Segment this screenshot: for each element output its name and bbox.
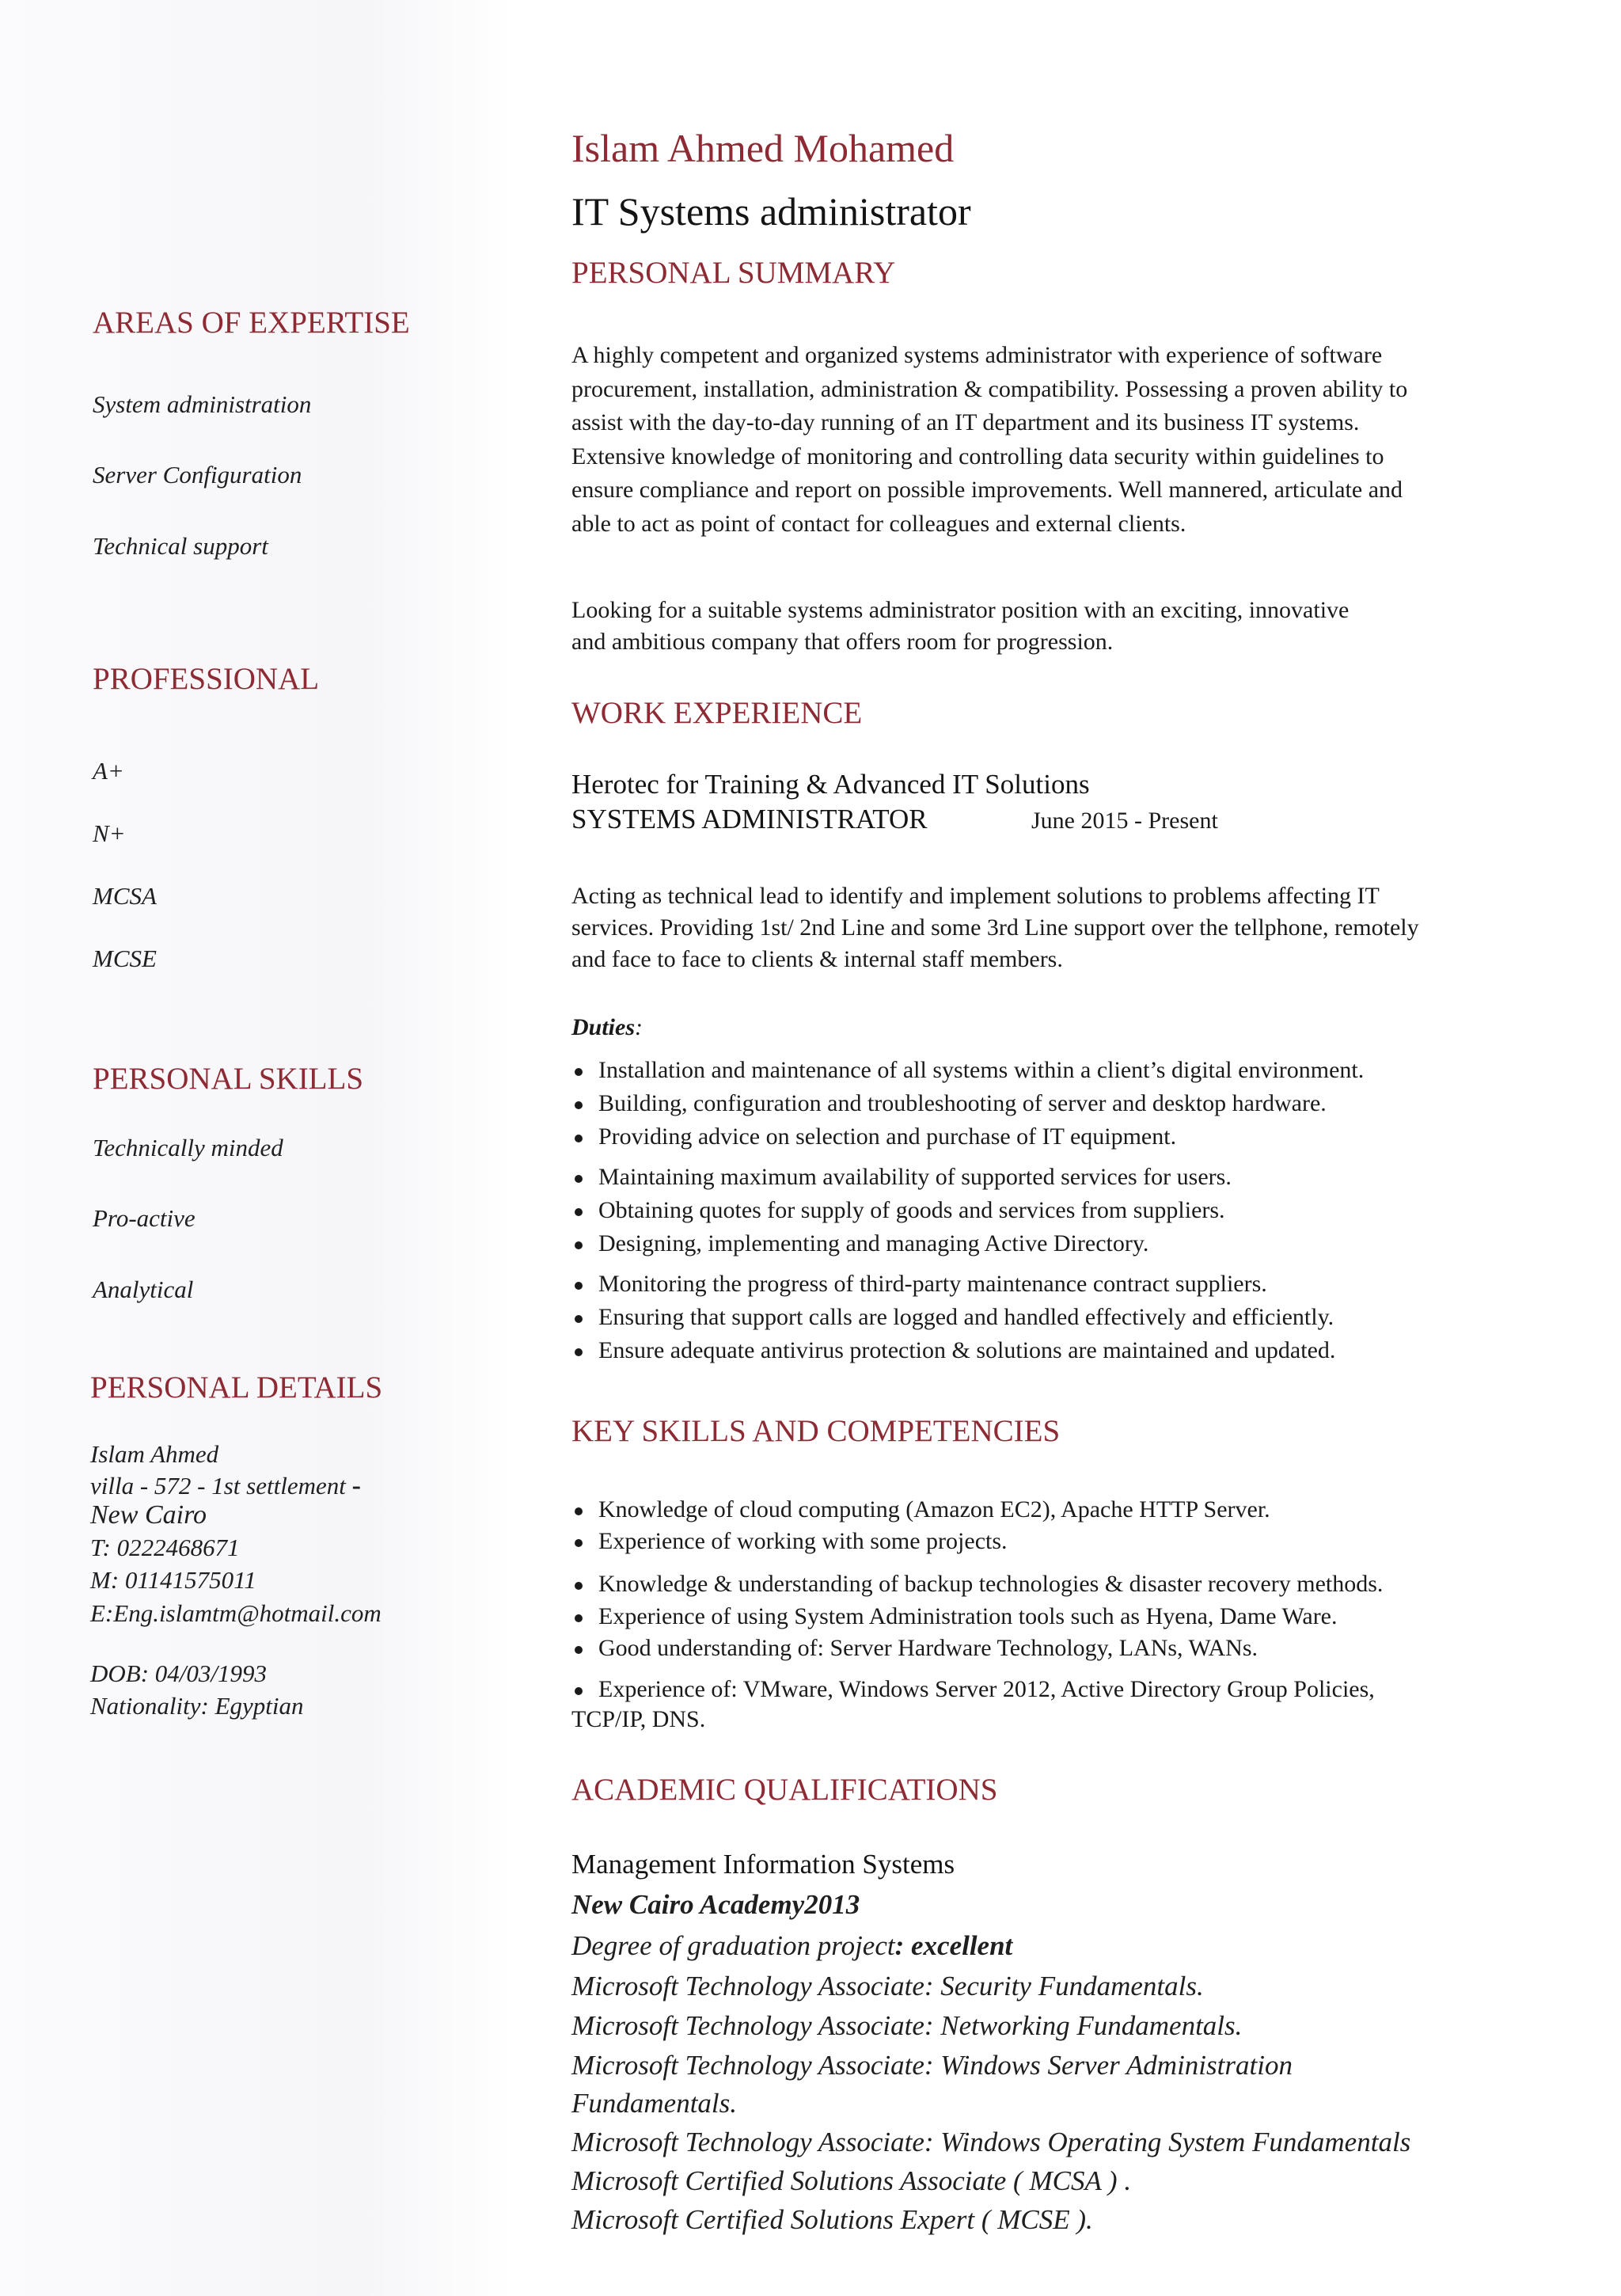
objective-paragraph — [571, 595, 1553, 658]
personal-skill-item: Pro-active — [93, 1204, 196, 1232]
job-title: IT Systems administrator — [571, 189, 971, 234]
address-dash: - — [351, 1471, 361, 1500]
bullet-icon — [575, 1507, 583, 1515]
duty-item — [571, 1304, 1364, 1337]
duty-item — [571, 1164, 1364, 1197]
certification-item: Microsoft Certified Solutions Associate ( MCSA ) . — [571, 2165, 1132, 2196]
key-skill-item — [571, 1496, 1383, 1528]
personal-skill-item: Analytical — [93, 1275, 194, 1303]
duty-item — [571, 1271, 1364, 1304]
key-skills-heading: KEY SKILLS AND COMPETENCIES — [571, 1414, 1061, 1448]
bullet-icon — [575, 1539, 583, 1547]
work-description-line: and face to face to clients & internal staff members. — [571, 946, 1063, 972]
bullet-icon — [575, 1315, 583, 1323]
certification-item: Microsoft Certified Solutions Expert ( MCSE ). — [571, 2204, 1093, 2235]
graduation-project — [571, 1930, 1410, 1971]
work-dates: June 2015 - Present — [1031, 808, 1218, 834]
duty-text: Designing, implementing and managing Active Directory. — [598, 1230, 1149, 1256]
bullet-icon — [575, 1175, 583, 1183]
summary-line: Extensive knowledge of monitoring and controlling data security within guidelines to — [571, 443, 1384, 469]
certification-item: Fundamentals. — [571, 2088, 738, 2119]
academic-institution: New Cairo Academy2013 — [571, 1889, 860, 1920]
professional-item: MCSA — [93, 882, 157, 910]
summary-paragraph — [571, 339, 1553, 541]
work-role: SYSTEMS ADMINISTRATOR — [571, 804, 928, 834]
summary-line: procurement, installation, administration & compatibility. Possessing a proven ability to — [571, 375, 1408, 402]
details-name: Islam Ahmed — [90, 1440, 219, 1468]
objective-line: and ambitious company that offers room for progression. — [571, 629, 1114, 655]
key-skills-list — [571, 1496, 1383, 1706]
duty-text: Providing advice on selection and purchase of IT equipment. — [598, 1123, 1177, 1150]
expertise-heading: AREAS OF EXPERTISE — [93, 306, 410, 340]
academic-details — [571, 1889, 1410, 2243]
duty-text: Monitoring the progress of third-party maintenance contract suppliers. — [598, 1271, 1267, 1297]
certification-item: Microsoft Technology Associate: Windows Server Administration — [571, 2050, 1293, 2081]
work-heading: WORK EXPERIENCE — [571, 696, 863, 730]
personal-skill-item: Technically minded — [93, 1134, 283, 1161]
work-description — [571, 880, 1569, 975]
key-skill-item — [571, 1635, 1383, 1676]
expertise-item: Technical support — [93, 532, 268, 560]
details-email[interactable]: E:Eng.islamtm@hotmail.com — [90, 1599, 382, 1627]
personal-skills-heading: PERSONAL SKILLS — [93, 1062, 364, 1096]
key-skill-text: Experience of: VMware, Windows Server 2012, Active Directory Group Policies, — [598, 1676, 1375, 1702]
personal-details-heading: PERSONAL DETAILS — [90, 1370, 383, 1405]
key-skill-text: Experience of working with some projects. — [598, 1528, 1008, 1554]
duty-item — [571, 1123, 1364, 1164]
duty-text: Ensure adequate antivirus protection & solutions are maintained and updated. — [598, 1337, 1336, 1363]
details-dob: DOB: 04/03/1993 — [90, 1659, 268, 1687]
certification-item: Microsoft Technology Associate: Windows Operating System Fundamentals — [571, 2127, 1411, 2157]
objective-line: Looking for a suitable systems administrator position with an exciting, innovative — [571, 597, 1350, 623]
key-skill-continuation: TCP/IP, DNS. — [571, 1706, 706, 1732]
bullet-icon — [575, 1068, 583, 1076]
duty-text: Building, configuration and troubleshooting of server and desktop hardware. — [598, 1090, 1327, 1116]
certification-item: Microsoft Technology Associate: Networking Fundamentals. — [571, 2010, 1243, 2041]
bullet-icon — [575, 1582, 583, 1590]
bullet-icon — [575, 1646, 583, 1654]
duty-item — [571, 1057, 1364, 1090]
work-company: Herotec for Training & Advanced IT Solutions — [571, 769, 1090, 800]
key-skill-item — [571, 1676, 1383, 1706]
duty-text: Maintaining maximum availability of supported services for users. — [598, 1164, 1232, 1190]
summary-line: assist with the day-to-day running of an IT department and its business IT systems. — [571, 409, 1360, 435]
bullet-icon — [575, 1348, 583, 1356]
duty-item — [571, 1090, 1364, 1123]
duties-label-text: Duties — [571, 1014, 636, 1040]
duty-text: Installation and maintenance of all systems within a client’s digital environment. — [598, 1057, 1365, 1083]
bullet-icon — [575, 1282, 583, 1290]
duty-text: Obtaining quotes for supply of goods and services from suppliers. — [598, 1197, 1225, 1223]
summary-heading: PERSONAL SUMMARY — [571, 256, 896, 290]
duties-colon: : — [635, 1014, 643, 1040]
details-mobile: M: 01141575011 — [90, 1566, 256, 1594]
key-skill-text: Knowledge & understanding of backup technologies & disaster recovery methods. — [598, 1571, 1384, 1597]
bullet-icon — [575, 1208, 583, 1216]
professional-item: MCSE — [93, 945, 157, 972]
duty-item — [571, 1337, 1364, 1370]
key-skill-item — [571, 1603, 1383, 1635]
professional-heading: PROFESSIONAL — [93, 662, 320, 696]
duties-list — [571, 1057, 1364, 1370]
summary-line: ensure compliance and report on possible improvements. Well mannered, articulate and — [571, 477, 1403, 503]
expertise-item: System administration — [93, 390, 312, 418]
address-text: villa - 572 - 1st settlement — [90, 1472, 346, 1500]
bullet-icon — [575, 1101, 583, 1109]
certification-item: Microsoft Technology Associate: Security Fundamentals. — [571, 1971, 1204, 2001]
work-description-line: Acting as technical lead to identify and implement solutions to problems affecting IT — [571, 883, 1380, 909]
key-skill-item — [571, 1528, 1383, 1571]
duty-item — [571, 1197, 1364, 1230]
summary-line: able to act as point of contact for colleagues and external clients. — [571, 510, 1186, 537]
duties-label — [571, 1014, 643, 1041]
summary-line: A highly competent and organized systems administrator with experience of software — [571, 342, 1383, 368]
bullet-icon — [575, 1687, 583, 1695]
bullet-icon — [575, 1135, 583, 1142]
professional-item: A+ — [93, 757, 124, 785]
key-skill-text: Experience of using System Administration tools such as Hyena, Dame Ware. — [598, 1603, 1338, 1629]
key-skill-item — [571, 1571, 1383, 1603]
details-nationality: Nationality: Egyptian — [90, 1692, 304, 1720]
key-skill-text: Good understanding of: Server Hardware Technology, LANs, WANs. — [598, 1635, 1258, 1661]
professional-item: N+ — [93, 819, 126, 847]
work-description-line: services. Providing 1st/ 2nd Line and some 3rd Line support over the tellphone, remotely — [571, 914, 1419, 941]
bullet-icon — [575, 1241, 583, 1249]
candidate-name: Islam Ahmed Mohamed — [571, 126, 955, 170]
academic-heading: ACADEMIC QUALIFICATIONS — [571, 1773, 998, 1807]
details-address-line2: New Cairo — [90, 1500, 207, 1530]
duty-item — [571, 1230, 1364, 1271]
details-address-line1 — [90, 1471, 361, 1501]
academic-degree: Management Information Systems — [571, 1849, 955, 1880]
expertise-item: Server Configuration — [93, 461, 302, 488]
bullet-icon — [575, 1614, 583, 1622]
duty-text: Ensuring that support calls are logged and handled effectively and efficiently. — [598, 1304, 1334, 1330]
graduation-project-label: Degree of graduation project — [571, 1930, 895, 1961]
graduation-project-value: : excellent — [894, 1930, 1013, 1961]
key-skill-text: Knowledge of cloud computing (Amazon EC2), Apache HTTP Server. — [598, 1496, 1270, 1522]
details-phone: T: 0222468671 — [90, 1534, 240, 1561]
